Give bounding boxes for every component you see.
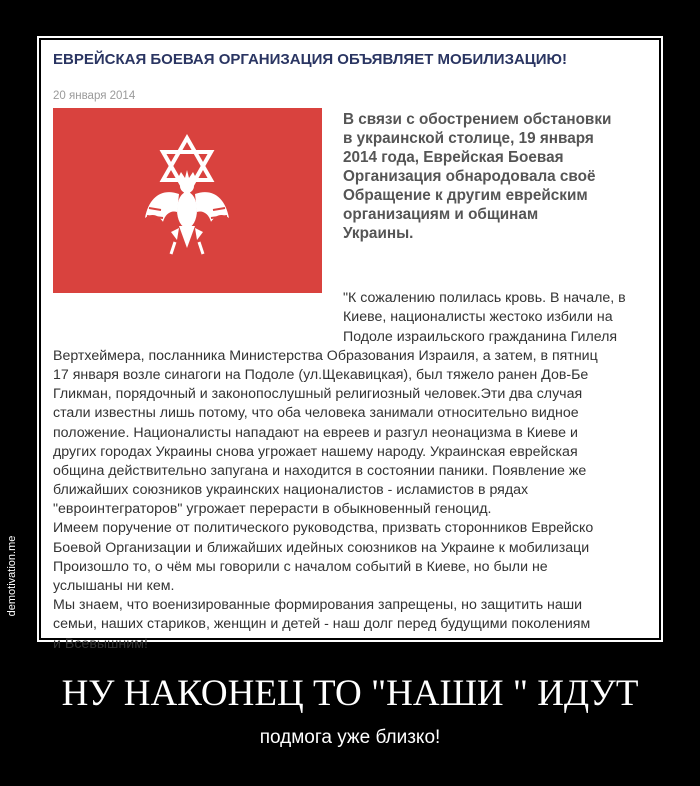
article-body-line: положение. Националисты нападают на евреев и разгул неонацизма в Киеве и bbox=[53, 424, 578, 441]
article-date: 20 января 2014 bbox=[53, 90, 136, 102]
article-body-line: "К сожалению полилась кровь. В начале, в bbox=[343, 290, 626, 307]
article-body-line: услышаны ни кем. bbox=[53, 578, 175, 594]
article-body-line: Мы знаем, что военизированные формирования запрещены, но защитить наши bbox=[53, 597, 583, 614]
article-body bbox=[53, 270, 693, 654]
article-body-line: Произошло то, о чём мы говорили с началом событий в Киеве, но были не bbox=[53, 558, 548, 575]
article-body-line: семьи, наших стариков, женщин и детей - наш долг перед будущими поколениям bbox=[53, 616, 591, 633]
eagle-star-emblem bbox=[141, 136, 233, 266]
poster-title: НУ НАКОНЕЦ ТО "НАШИ " ИДУТ bbox=[61, 673, 639, 714]
article-screenshot bbox=[41, 40, 659, 652]
article-body-line: Подоле израильского гражданина Гилеля bbox=[343, 328, 618, 345]
article-headline: ЕВРЕЙСКАЯ БОЕВАЯ ОРГАНИЗАЦИЯ ОБЪЯВЛЯЕТ МОБИЛИЗАЦИЮ! bbox=[53, 51, 568, 68]
site-watermark bbox=[4, 512, 20, 640]
article-body-line: Имеем поручение от политического руководства, призвать сторонников Еврейско bbox=[53, 520, 594, 537]
article-body-line: ближайших союзников украинских националистов - исламистов в рядах bbox=[53, 482, 529, 499]
watermark-text: demotivation.me bbox=[6, 535, 18, 617]
article-body-line: стали известны лишь потому, что оба человека занимали относительно видное bbox=[53, 405, 579, 422]
article-body-line: община действительно запугана и находится в состоянии паники. Появление же bbox=[53, 462, 587, 479]
poster-subtitle: подмога уже близко! bbox=[259, 727, 441, 748]
article-body-line: Гликман, порядочный и законопослушный религиозный человек.Эти два случая bbox=[53, 386, 583, 403]
article-body-line: 17 января возле синагоги на Подоле (ул.Щекавицкая), был тяжело ранен Дов-Бе bbox=[53, 366, 589, 383]
article-body-line bbox=[53, 270, 693, 289]
article-body-line: и Всевышним! bbox=[53, 635, 148, 652]
article-body-line: Киеве, националисты жестоко избили на bbox=[343, 309, 613, 326]
article-body-line: "евроинтеграторов" угрожает перерасти в обыкновенный геноцид. bbox=[53, 501, 492, 518]
article-image-flag bbox=[53, 108, 322, 293]
article-body-line: Боевой Организации и ближайших идейных союзников на Украине к мобилизаци bbox=[53, 539, 590, 556]
article-lead: В связи с обострением обстановки в украинской столице, 19 января 2014 года, Еврейская Боевая Организация обнародовала своё Обращение к другим еврейским организациям и общинам Украины. bbox=[343, 111, 612, 242]
article-body-line: других городах Украины снова угрожает нашему народу. Украинская еврейская bbox=[53, 443, 578, 460]
article-body-line: Вертхеймера, посланника Министерства Образования Израиля, а затем, в пятниц bbox=[53, 347, 598, 364]
